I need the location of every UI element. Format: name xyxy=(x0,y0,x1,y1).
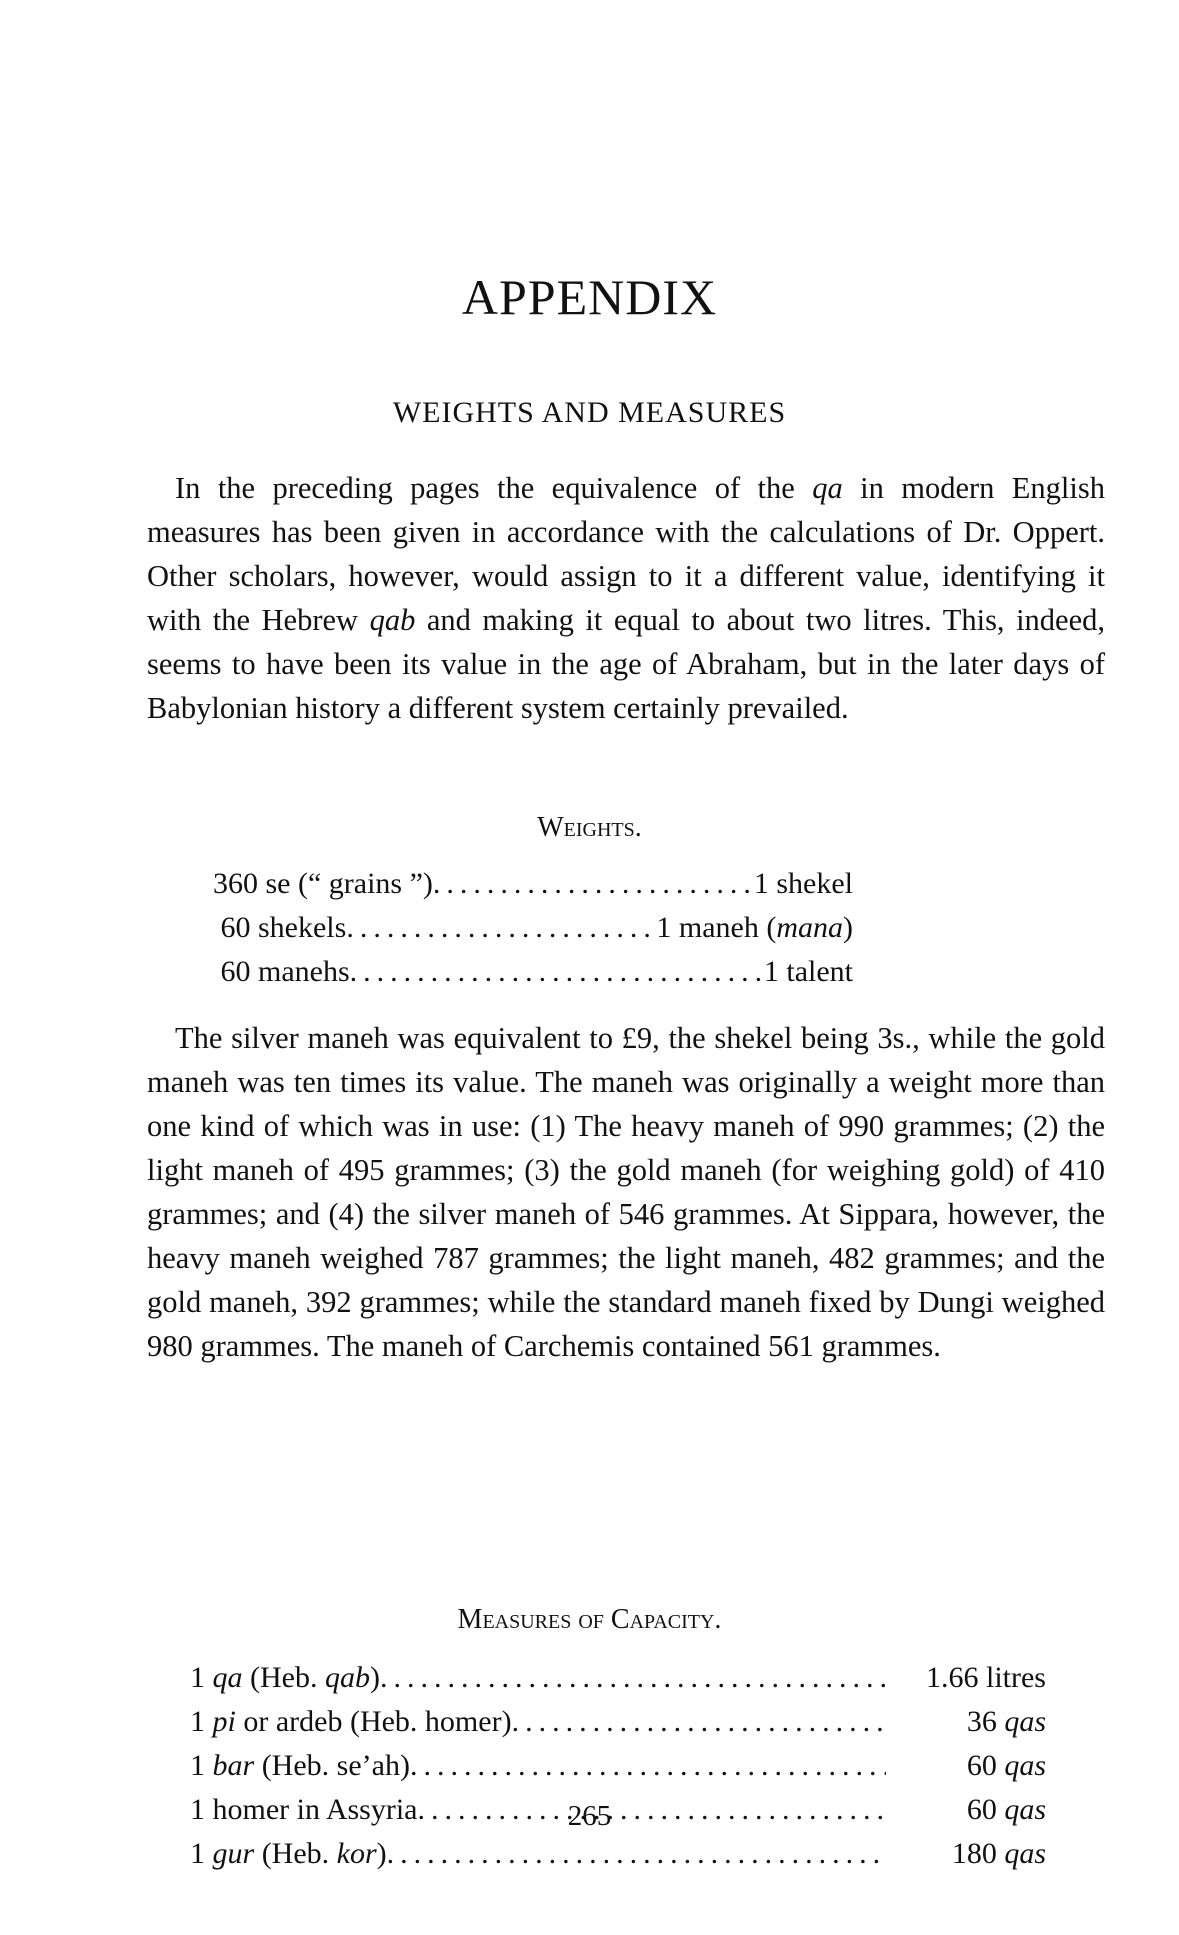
term-qab: qab xyxy=(369,603,416,637)
leader-dots xyxy=(512,1700,886,1744)
capacity-value: 60 qas xyxy=(966,1793,1046,1826)
capacity-row xyxy=(190,1744,1046,1788)
weights-label: 360 se (“ grains ”) xyxy=(213,867,433,900)
capacity-label: 1 homer in Assyria xyxy=(190,1793,418,1826)
capacity-heading: Measures of Capacity. xyxy=(457,1604,722,1635)
capacity-label: 1 qa (Heb. qab) xyxy=(190,1661,380,1694)
weights-row xyxy=(213,862,853,906)
leader-dots xyxy=(387,1832,886,1876)
capacity-value: 180 qas xyxy=(951,1837,1046,1870)
weights-row xyxy=(213,906,853,950)
leader-dots xyxy=(350,950,764,994)
section-heading: WEIGHTS AND MEASURES xyxy=(392,396,787,429)
term-qa: qa xyxy=(812,471,843,505)
capacity-row xyxy=(190,1700,1046,1744)
capacity-label: 1 gur (Heb. kor) xyxy=(190,1837,387,1870)
weights-label: 60 manehs xyxy=(213,955,350,988)
leader-dots xyxy=(410,1744,886,1788)
capacity-label: 1 pi or ardeb (Heb. homer) xyxy=(190,1705,512,1738)
weights-label: 60 shekels xyxy=(213,911,347,944)
page-number: 265 xyxy=(567,1800,612,1832)
capacity-value: 60 qas xyxy=(966,1749,1046,1782)
leader-dots xyxy=(433,862,754,906)
capacity-row xyxy=(190,1832,1046,1876)
weights-value: 1 shekel xyxy=(753,867,853,900)
maneh-text: The silver maneh was equivalent to £9, the shekel being 3s., while the gold maneh was ten times its value. The maneh was originally a weight more than one kind of which was in use: (1) The heavy maneh of 990 grammes; (2) the light maneh of 495 grammes; (3) the gold maneh (for weighing gold) of 410 grammes; and (4) the silver maneh of 546 grammes. At Sippara, however, the heavy maneh weighed 787 grammes; the light maneh, 482 grammes; and the gold maneh, 392 grammes; while the standard maneh fixed by Dungi weighed 980 grammes. The maneh of Carchemis contained 561 grammes. xyxy=(147,1021,1105,1363)
capacity-label: 1 bar (Heb. se’ah) xyxy=(190,1749,410,1782)
leader-dots xyxy=(346,906,656,950)
leader-dots xyxy=(380,1656,886,1700)
capacity-value: 36 qas xyxy=(966,1705,1046,1738)
weights-value: 1 talent xyxy=(763,955,853,988)
weights-table xyxy=(213,862,853,994)
intro-text: and making it equal to about two litres. This, indeed, seems to have been its value in the age of Abraham, but in the later days of Babylonian history a different system certainly prevailed. xyxy=(147,603,1105,725)
maneh-paragraph xyxy=(147,1016,1105,1368)
capacity-row xyxy=(190,1656,1046,1700)
page-title: APPENDIX xyxy=(461,269,718,325)
intro-paragraph xyxy=(147,466,1105,730)
intro-text: in modern English measures has been given in accordance with the calculations of Dr. Oppert. Other scholars, however, would assign to it a different value, identifying it with the Hebrew xyxy=(147,471,1106,637)
weights-value: 1 maneh (mana) xyxy=(656,911,853,944)
intro-text: In the preceding pages the equivalence of the xyxy=(175,471,813,505)
weights-row xyxy=(213,950,853,994)
capacity-value: 1.66 litres xyxy=(926,1661,1046,1694)
capacity-table xyxy=(190,1656,1046,1876)
weights-heading: Weights. xyxy=(537,812,642,843)
